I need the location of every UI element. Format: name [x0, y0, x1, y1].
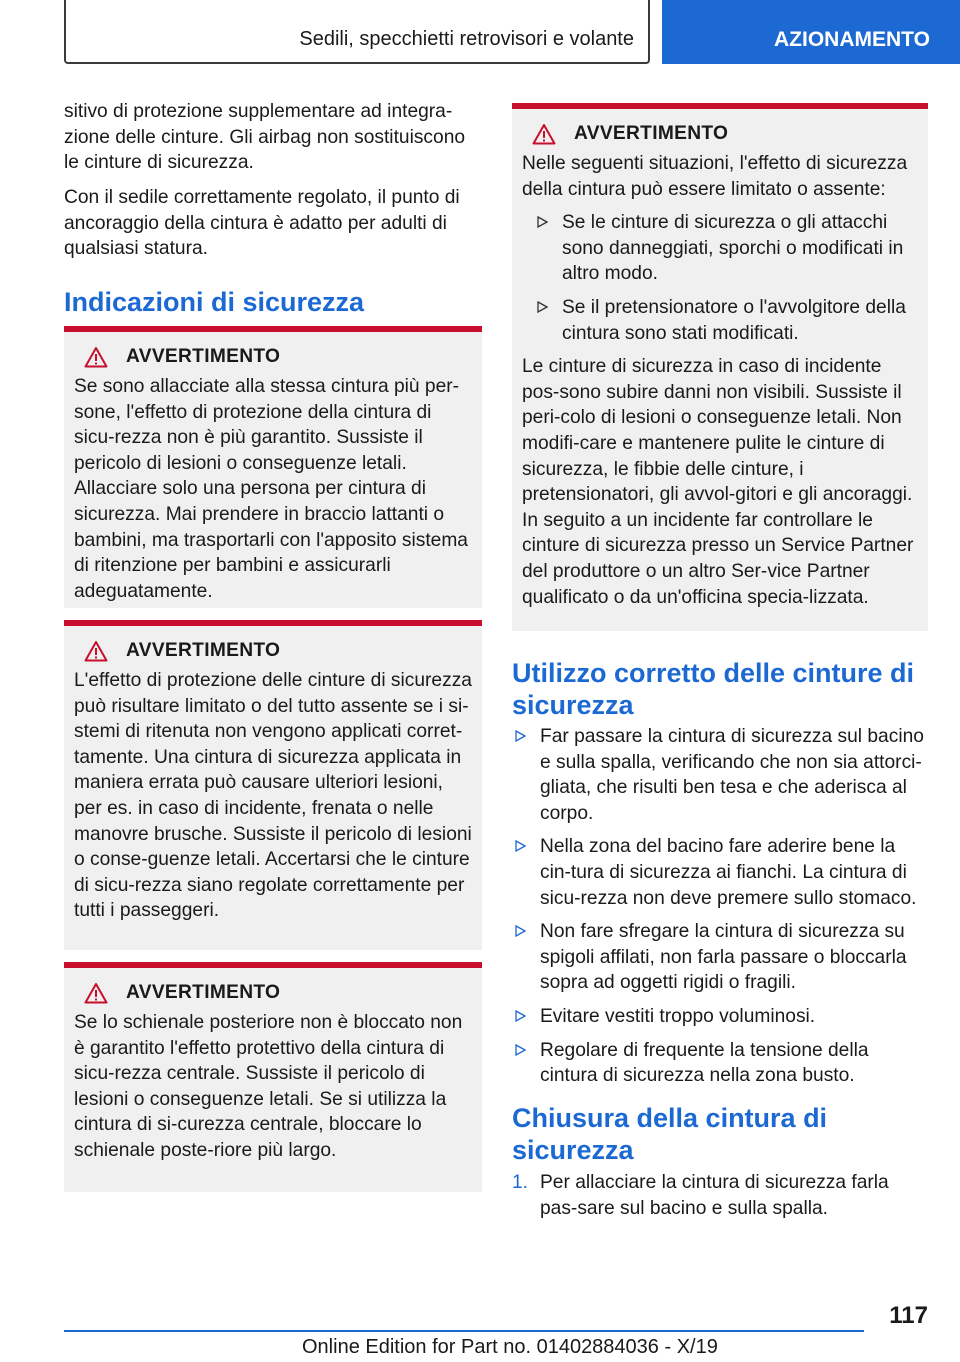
- warning-title: AVVERTIMENTO: [574, 123, 729, 144]
- section-heading-fastening: Chiusura della cintura di sicurezza: [512, 1103, 828, 1165]
- triangle-bullet-icon: [536, 216, 548, 228]
- intro-paragraph-1: sitivo di protezione supplementare ad integra‐zione delle cinture. Gli airbag non sostituiscono le cinture di sicurezza.: [64, 101, 466, 174]
- triangle-bullet-icon: [514, 730, 526, 742]
- warning-title: AVVERTIMENTO: [126, 982, 281, 1003]
- section-heading-correct-use: Utilizzo corretto delle cinture di sicurezza: [512, 658, 915, 720]
- warning-box-1: [64, 326, 482, 608]
- warning-title: AVVERTIMENTO: [126, 640, 281, 661]
- warning-triangle-icon: [84, 640, 108, 662]
- warning-outro: Le cinture di sicurezza in caso di incidente pos‐sono subire danni non visibili. Sussiste il peri‐colo di lesioni o conseguenze letali. Non modifi‐care e mantenere pulite le cinture di sicurezza, le fibbie delle cinture, i pretensionatori, gli avvol‐gitori e gli ancoraggi. In seguito a un incidente far controllare le cinture di sicurezza presso un Service Partner del produttore o un altro Ser‐vice Partner qualificato o da un'officina specia‐lizzata.: [522, 356, 914, 608]
- correct-use-list: [512, 724, 930, 1097]
- warning-text: Se lo schienale posteriore non è bloccato non è garantito l'effetto protettivo della cintura di sicu‐rezza centrale. Sussiste il pericolo di lesioni o conseguenze letali. Se si utilizza la cintura di si‐curezza centrale, bloccare lo schienale poste‐riore più largo.: [74, 1012, 463, 1161]
- step-text: Per allacciare la cintura di sicurezza farla pas‐sare sul bacino e sulla spalla.: [540, 1172, 889, 1219]
- triangle-bullet-icon: [514, 1044, 526, 1056]
- chapter-tab-label: AZIONAMENTO: [774, 28, 930, 51]
- warning-title: AVVERTIMENTO: [126, 346, 281, 367]
- footer-divider: [64, 1330, 864, 1332]
- fastening-steps: [512, 1170, 930, 1221]
- warning-triangle-icon: [532, 123, 556, 145]
- section-title: Sedili, specchietti retrovisori e volante: [299, 28, 634, 50]
- warning-triangle-icon: [84, 346, 108, 368]
- list-item: Nella zona del bacino fare aderire bene la cin‐tura di sicurezza ai fianchi. La cintura di sicu‐rezza non deve premere sullo stomaco.: [512, 834, 930, 911]
- intro-paragraph-2: Con il sedile correttamente regolato, il punto di ancoraggio della cintura è adatto per adulti di qualsiasi statura.: [64, 187, 460, 260]
- triangle-bullet-icon: [536, 301, 548, 313]
- list-item: Se il pretensionatore o l'avvolgitore della cintura sono stati modificati.: [534, 295, 920, 346]
- triangle-bullet-icon: [514, 840, 526, 852]
- warning-box-3: [64, 962, 482, 1192]
- step-number: 1.: [512, 1172, 529, 1193]
- list-item: Far passare la cintura di sicurezza sul bacino e sulla spalla, verificando che non sia attorci‐gliata, che risulti ben tesa e che aderisca al corpo.: [512, 724, 930, 826]
- footer-edition: Online Edition for Part no. 01402884036 - X/19: [302, 1336, 718, 1358]
- triangle-bullet-icon: [514, 1010, 526, 1022]
- list-item: Regolare di frequente la tensione della cintura di sicurezza nella zona busto.: [512, 1038, 930, 1089]
- chapter-tab[interactable]: [662, 0, 960, 64]
- triangle-bullet-icon: [514, 925, 526, 937]
- list-item: Evitare vestiti troppo voluminosi.: [512, 1004, 930, 1030]
- header-section-box: [64, 0, 650, 64]
- page-number: 117: [889, 1302, 928, 1329]
- warning-intro: Nelle seguenti situazioni, l'effetto di sicurezza della cintura può essere limitato o assente:: [522, 153, 908, 200]
- warning-list: [534, 210, 920, 346]
- warning-triangle-icon: [84, 982, 108, 1004]
- warning-text: Se sono allacciate alla stessa cintura più per‐sone, l'effetto di protezione della cintura di sicu‐rezza non è più garantito. Sussiste il pericolo di lesioni o conseguenze letali. Allacciare solo una persona per cintura di sicurezza. Mai prendere in braccio lattanti o bambini, ma trasportarli con l'apposito sistema di ritenzione per bambini e assicurarli adeguatamente.: [74, 376, 468, 602]
- section-heading-safety: Indicazioni di sicurezza: [64, 287, 365, 317]
- warning-text: L'effetto di protezione delle cinture di sicurezza può risultare limitato o del tutto assente se i si‐stemi di ritenuta non vengono applicati corret‐tamente. Una cintura di sicurezza applicata in maniera errata può causare ulteriori lesioni, per es. in caso di incidente, frenata o nelle manovre brusche. Sussiste il pericolo di lesioni o conse‐guenze letali. Accertarsi che le cinture di sicu‐rezza siano regolate correttamente per tutti i passeggeri.: [74, 670, 472, 922]
- warning-box-4: [512, 103, 928, 631]
- warning-box-2: [64, 620, 482, 950]
- list-item: Se le cinture di sicurezza o gli attacchi sono danneggiati, sporchi o modificati in altro modo.: [534, 210, 920, 287]
- list-item: Non fare sfregare la cintura di sicurezza su spigoli affilati, non farla passare o bloccarla sopra ad oggetti rigidi o fragili.: [512, 919, 930, 996]
- step-item: [512, 1170, 930, 1221]
